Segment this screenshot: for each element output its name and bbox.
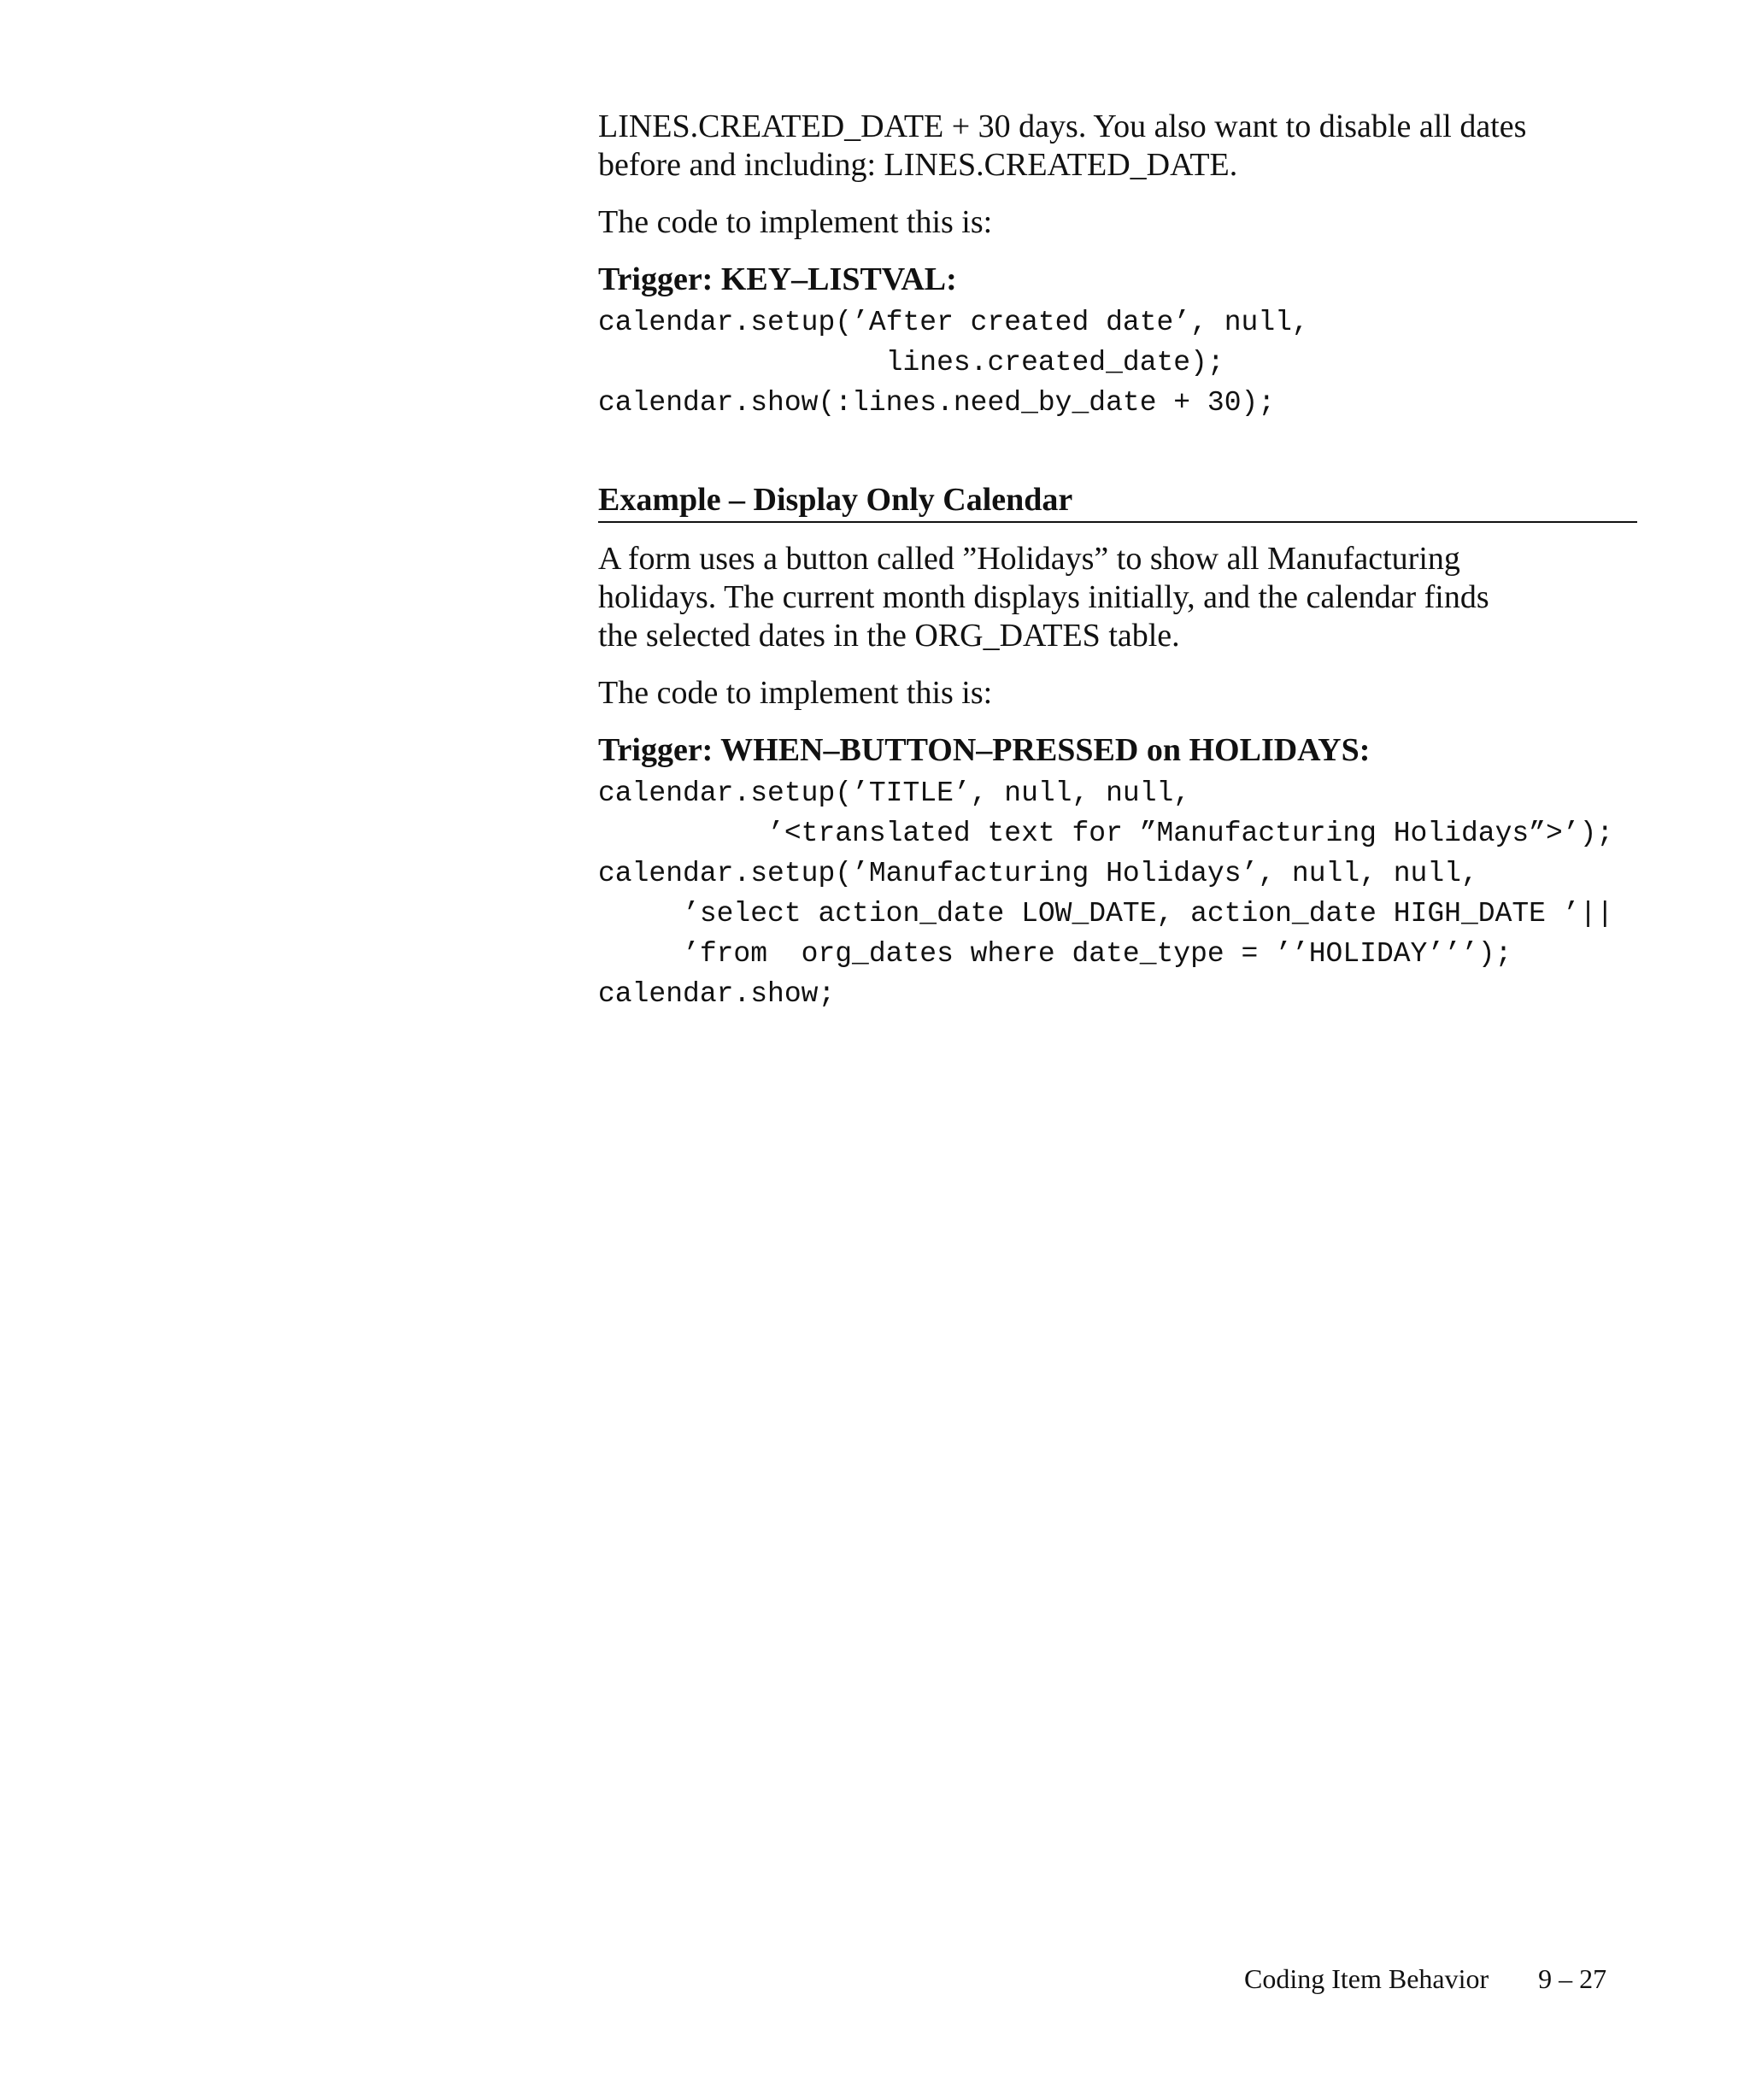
- section-paragraph: A form uses a button called ”Holidays” to show all Manufacturing holidays. The current month displays initially, and the calendar finds the selected dates in the ORG_DATES table.: [598, 541, 1489, 654]
- intro-paragraph: LINES.CREATED_DATE + 30 days. You also want to disable all dates before and including: LINES.CREATED_DATE.: [598, 109, 1527, 183]
- page-number: 9 – 27: [1538, 1963, 1607, 1994]
- section-heading: Example – Display Only Calendar: [598, 481, 1637, 523]
- section: [598, 481, 1637, 523]
- document-body: [598, 108, 1637, 1014]
- code-block: calendar.setup(’TITLE’, null, null, ’<translated text for ”Manufacturing Holidays”>’); calendar.setup(’Manufacturing Holidays’, null, null, ’select action_date LOW_DATE, action_date HIGH_DATE ’|| ’from org_dates where date_type = ’’HOLIDAY’’’); calendar.show;: [598, 777, 1614, 1010]
- trigger-label: Trigger: WHEN–BUTTON–PRESSED on HOLIDAYS:: [598, 732, 1371, 768]
- chapter-title: Coding Item Behavior: [1244, 1963, 1489, 1994]
- page-footer: [1244, 1962, 1606, 1996]
- code-intro-text: The code to implement this is:: [598, 204, 993, 240]
- code-intro-text: The code to implement this is:: [598, 675, 993, 711]
- trigger-label: Trigger: KEY–LISTVAL:: [598, 261, 957, 297]
- code-block: calendar.setup(’After created date’, null, lines.created_date); calendar.show(:lines.need_by_date + 30);: [598, 307, 1309, 419]
